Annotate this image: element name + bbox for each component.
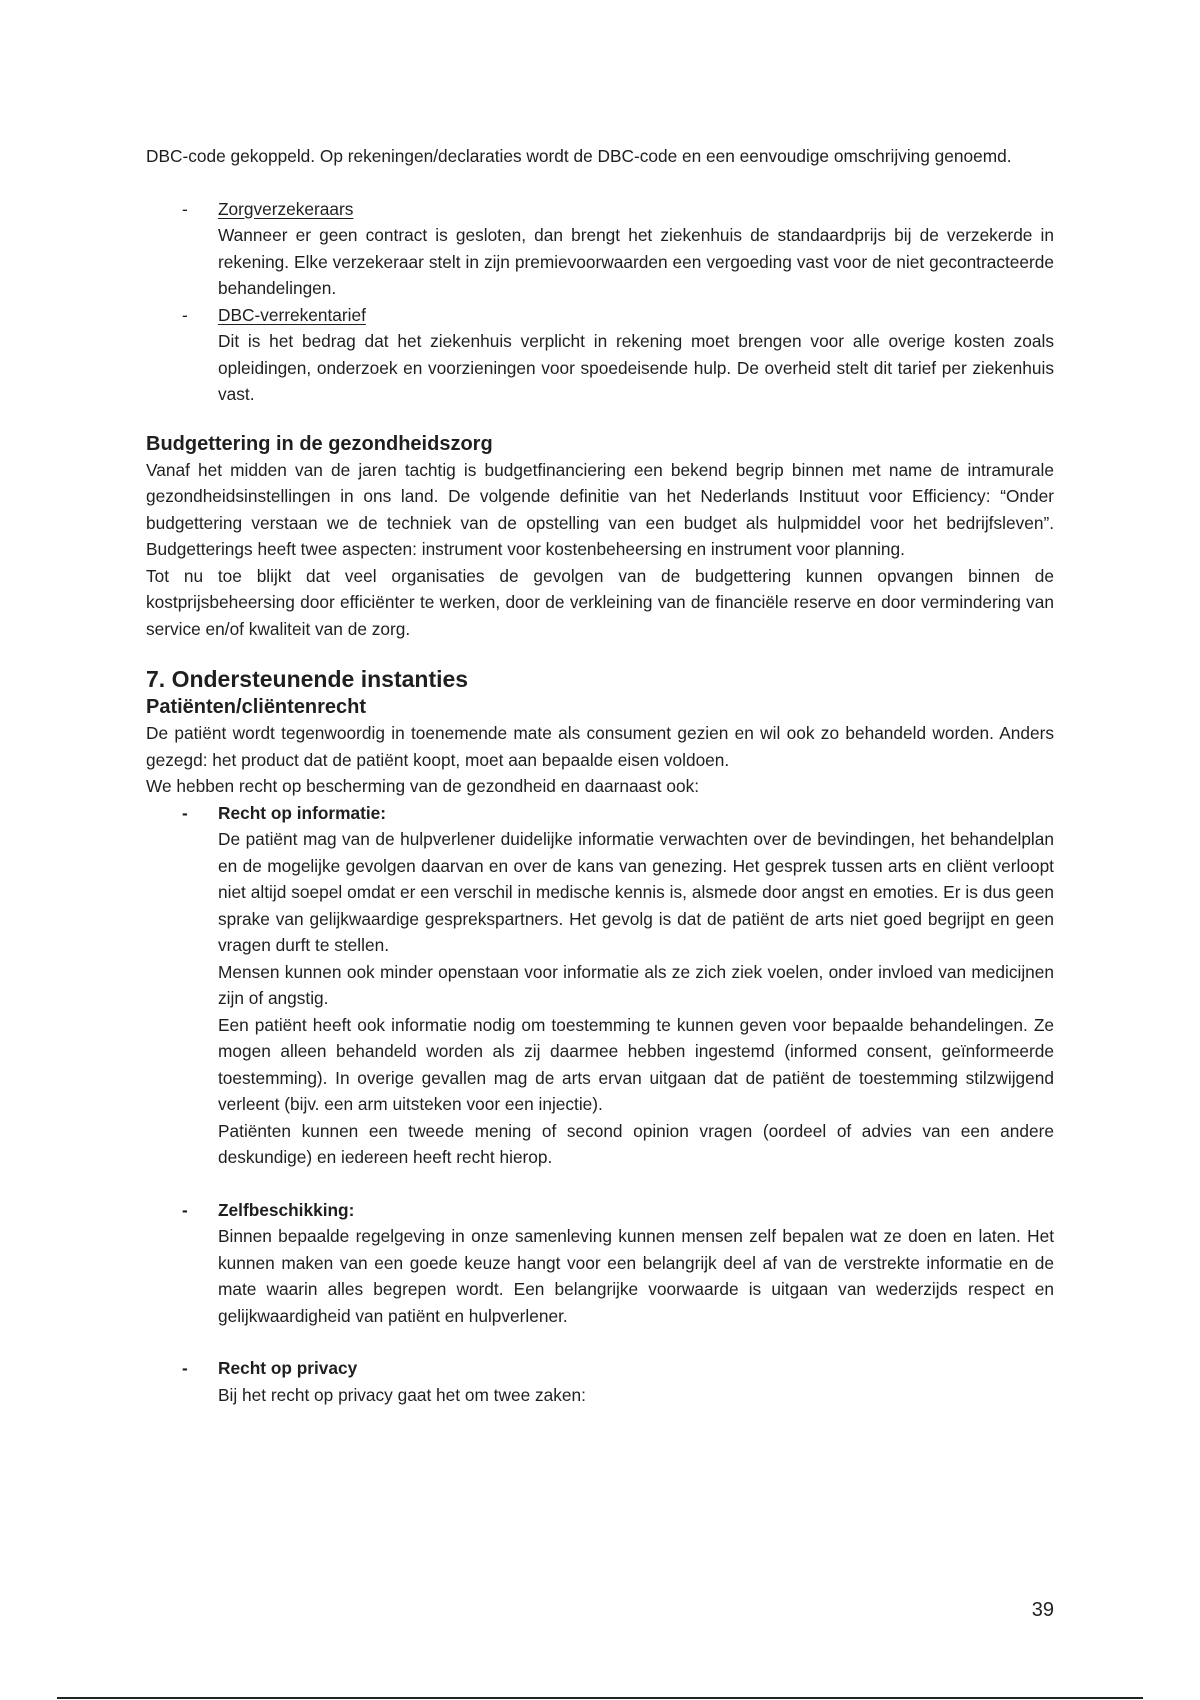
list-item-text: Bij het recht op privacy gaat het om twee zaken: [218,1384,586,1405]
list-dash: - [182,198,188,219]
list-item [146,196,1054,302]
list-item-text: Wanneer er geen contract is gesloten, dan brengt het ziekenhuis de standaardprijs bij de verzekerde in rekening. Elke verzekeraar stelt in zijn premievoorwaarden een vergoeding vast voor de niet gecontracteerde behandelingen. [218,225,1054,298]
list-item-title: Recht op informatie: [218,802,387,823]
list-item-text: De patiënt mag van de hulpverlener duidelijke informatie verwachten over de bevindingen, het behandelplan en de mogelijke gevolgen daarvan en over de kans van genezing. Het gesprek tussen arts en cliënt verloopt niet altijd soepel omdat er een verschil in medische kennis is, alsmede door angst en emoties. Er is dus geen sprake van gelijkwaardige gesprekspartners. Het gevolg is dat de patiënt de arts niet goed begrijpt en geen vragen durft te stellen. [218,829,1054,955]
list-item-text: Mensen kunnen ook minder openstaan voor informatie als ze zich ziek voelen, onder invloed van medicijnen zijn of angstig. [218,961,1054,1008]
list-item-title: Recht op privacy [218,1358,358,1378]
list-dash: - [182,304,188,325]
list-dash: - [182,1358,188,1378]
chapter-intro: De patiënt wordt tegenwoordig in toenemende mate als consument gezien en wil ook zo behandeld worden. Anders gezegd: het product dat de patiënt koopt, moet aan bepaalde eisen voldoen. [146,723,1054,770]
list-item-text: Dit is het bedrag dat het ziekenhuis verplicht in rekening moet brengen voor alle overige kosten zoals opleidingen, onderzoek en voorzieningen voor spoedeisende hulp. De overheid stelt dit tarief per ziekenhuis vast. [218,331,1054,404]
page-number: 39 [1031,1599,1054,1621]
budgettering-heading: Budgettering in de gezondheidszorg [146,432,493,455]
list-item-text: Patiënten kunnen een tweede mening of second opinion vragen (oordeel of advies van een andere deskundige) en iedereen heeft recht hierop. [218,1120,1054,1167]
tariff-list [146,196,1054,408]
list-item [146,1355,1054,1408]
list-dash: - [182,802,188,823]
document-page [146,143,1054,1408]
chapter-subheading: Patiënten/cliëntenrecht [146,696,367,718]
list-dash: - [182,1199,188,1220]
budgettering-paragraph: Vanaf het midden van de jaren tachtig is budgetfinanciering een bekend begrip binnen met name de intramurale gezondheidsinstellingen in ons land. De volgende definitie van het Nederlands Instituut voor Efficiency: “Onder budgettering verstaan we de techniek van de opstelling van een budget als hulpmiddel voor het bedrijfsleven”. Budgetterings heeft twee aspecten: instrument voor kostenbeheersing en instrument voor planning. [146,459,1054,559]
list-item-text: Binnen bepaalde regelgeving in onze samenleving kunnen mensen zelf bepalen wat ze doen en laten. Het kunnen maken van een goede keuze hangt voor een belangrijk deel af van de verstrekte informatie en de mate waarin alles begrepen wordt. Een belangrijke voorwaarde is uitgaan van wederzijds respect en gelijkwaardigheid van patiënt en hulpverlener. [218,1226,1054,1326]
list-item [146,302,1054,408]
list-item [146,800,1054,1171]
rights-list [146,800,1054,1409]
list-item [146,1197,1054,1330]
list-item-title: Zorgverzekeraars [218,198,354,219]
list-item-title: DBC-verrekentarief [218,304,366,325]
chapter-intro: We hebben recht op bescherming van de gezondheid en daarnaast ook: [146,776,700,796]
budgettering-paragraph: Tot nu toe blijkt dat veel organisaties de gevolgen van de budgettering kunnen opvangen binnen de kostprijsbeheersing door efficiënter te werken, door de verkleining van de financiële reserve en door vermindering van service en/of kwaliteit van de zorg. [146,565,1054,639]
list-item-text: Een patiënt heeft ook informatie nodig om toestemming te kunnen geven voor bepaalde behandelingen. Ze mogen alleen behandeld worden als zij daarmee hebben ingestemd (informed consent, geïnformeerde toestemming). In overige gevallen mag de arts ervan uitgaan dat de patiënt de toestemming stilzwijgend verleent (bijv. een arm uitsteken voor een injectie). [218,1014,1054,1114]
chapter-heading: 7. Ondersteunende instanties [146,666,469,692]
list-item-title: Zelfbeschikking: [218,1199,355,1220]
intro-paragraph: DBC-code gekoppeld. Op rekeningen/declaraties wordt de DBC-code en een eenvoudige omschrijving genoemd. [146,146,1012,166]
footer-divider [57,1697,1143,1699]
